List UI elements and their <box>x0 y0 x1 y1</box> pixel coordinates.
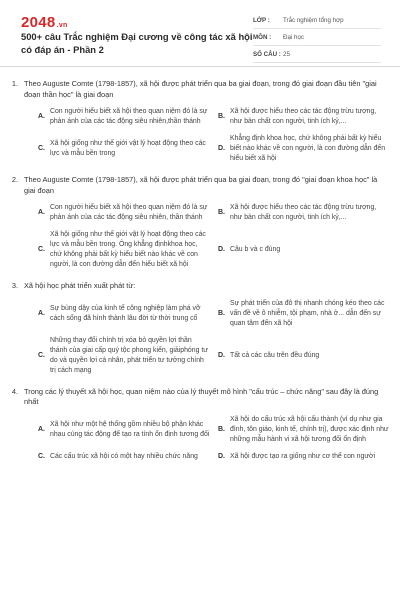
option-letter: A. <box>38 309 45 317</box>
logo-domain: .vn <box>56 22 68 29</box>
question-item <box>0 175 400 270</box>
question-item <box>0 79 400 164</box>
meta-class-value: Trắc nghiệm tổng hợp <box>283 16 344 24</box>
meta-count-label: SỐ CÂU : <box>253 50 281 58</box>
answer-option[interactable] <box>38 299 212 329</box>
meta-subject-label: MÔN : <box>253 33 272 41</box>
meta-row-count <box>253 46 381 63</box>
answer-option[interactable] <box>218 107 392 127</box>
answer-option[interactable] <box>38 134 212 164</box>
question-text: Trong các lý thuyết xã hội học, quan niệm nào của lý thuyết mô hình "cấu trúc – chức năng" sau đây là đúng nhất <box>24 386 379 406</box>
question-item <box>0 281 400 376</box>
option-letter: C. <box>38 145 45 152</box>
page-header <box>0 0 400 67</box>
answer-option[interactable] <box>218 299 392 329</box>
answer-option[interactable] <box>38 336 212 376</box>
option-text: Sự phát triển của đô thị nhanh chóng kéo theo các vấn đề về ô nhiễm, tội phạm, nhà ở... dẫn đến sự quan tâm đến xã hội <box>230 299 385 327</box>
answer-options <box>38 299 400 376</box>
document-title: 500+ câu Trắc nghiệm Đại cương về công tác xã hội có đáp án - Phần 2 <box>21 31 253 55</box>
question-list <box>0 79 400 473</box>
option-text: Những thay đổi chính trị xóa bỏ quyền lợi thần thánh của giai cấp quý tộc phong kiến, giảiphóng tư do và quyền lợi cá nhân, phát triển tư tưởng chính trị cách mạng <box>50 336 208 374</box>
option-letter: B. <box>218 309 225 317</box>
answer-option[interactable] <box>218 230 392 270</box>
option-letter: D. <box>218 246 225 253</box>
question-number: 1. <box>11 79 18 88</box>
option-text: Con người hiểu biết xã hội theo quan niệm đó là sự phản ánh của các tác động siêu nhiên, thần thánh <box>50 204 208 221</box>
option-letter: D. <box>218 452 225 460</box>
option-text: Xã hội như một hệ thống gồm nhiều bộ phận khác nhau cùng tác động để tạo ra tính ổn định tương đối <box>50 420 210 438</box>
answer-options <box>38 415 400 462</box>
document-meta <box>253 12 381 63</box>
answer-option[interactable] <box>38 203 212 223</box>
question-number: 2. <box>11 175 18 184</box>
question-number: 3. <box>11 281 18 290</box>
option-letter: B. <box>218 113 225 120</box>
option-letter: B. <box>218 209 225 216</box>
answer-option[interactable] <box>218 203 392 223</box>
question-text: Theo Auguste Comte (1798-1857), xã hội được phát triển qua ba giai đoạn, trong đó "giai đoạn khoa học" là giai đoạn <box>24 175 378 195</box>
meta-row-class <box>253 12 381 29</box>
site-logo[interactable] <box>21 14 68 31</box>
option-text: Sự bùng dậy của kinh tế công nghiệp làm phá vỡ cách sống đã hình thành lâu đời từ thời trung cổ <box>50 304 201 322</box>
option-text: Xã hội được hiểu theo các tác động trừu tượng, như bản chất con người, tinh ích kỷ,... <box>230 108 377 125</box>
answer-option[interactable] <box>218 452 392 462</box>
question-number: 4. <box>11 386 18 396</box>
option-text: Xã hội được tạo ra giống như cơ thể con người <box>230 452 375 460</box>
option-letter: D. <box>218 351 225 359</box>
option-letter: A. <box>38 209 45 216</box>
question-text: Xã hội học phát triển xuất phát từ: <box>24 281 136 290</box>
answer-options <box>38 203 400 270</box>
answer-option[interactable] <box>38 230 212 270</box>
option-text: Câu b và c đúng <box>230 246 281 253</box>
question-text: Theo Auguste Comte (1798-1857), xã hội được phát triển qua ba giai đoạn, trong đó giai đoạn đầu tiên "giai đoạn thần học" là giai đoạn <box>24 79 377 99</box>
answer-option[interactable] <box>218 134 392 164</box>
option-letter: A. <box>38 425 45 433</box>
meta-subject-value: Đại học <box>283 33 304 41</box>
answer-option[interactable] <box>38 415 212 445</box>
option-text: Xã hội giống như thế giới vật lý hoạt động theo các lực và mẫu bền trong. Ông khẳng địnhkhoa học, chứ không phải bất kỳ hiểu biết nào khác về con người, là con đường dẫn đến hiểu biết xã hội <box>50 231 206 268</box>
meta-count-value: 25 <box>283 50 290 58</box>
option-letter: C. <box>38 452 45 460</box>
option-text: Con người hiểu biết xã hội theo quan niệm đó là sự phản ánh của các tác động siêu nhiên,thần thánh <box>50 108 208 125</box>
option-text: Xã hội do cấu trúc xã hội cấu thành (ví dụ như gia đình, tôn giáo, kinh tế, chính trị), được xác định như những mẫu hành vi xã hội tương đối ổn định <box>230 415 389 443</box>
option-text: Tất cả các câu trên đều đúng <box>230 351 320 359</box>
option-text: Khẳng định khoa học, chứ không phải bất kỳ hiểu biết nào khác về con người, là con đường dẫn đến hiểu biết xã hội <box>230 135 386 162</box>
option-letter: D. <box>218 145 225 152</box>
option-letter: C. <box>38 246 45 253</box>
answer-option[interactable] <box>218 336 392 376</box>
option-text: Xã hội giống như thế giới vật lý hoạt động theo các lực và mẫu bền trong <box>50 140 206 157</box>
answer-option[interactable] <box>38 107 212 127</box>
logo-text: 2048 <box>21 14 56 31</box>
option-letter: A. <box>38 113 45 120</box>
answer-options <box>38 107 400 164</box>
meta-class-label: LỚP : <box>253 16 270 24</box>
option-text: Các cấu trúc xã hội có một hay nhiều chức năng <box>50 452 198 460</box>
meta-row-subject <box>253 29 381 46</box>
answer-option[interactable] <box>38 452 212 462</box>
option-text: Xã hội được hiểu theo các tác động trừu tượng, như bản chất con người, tinh ích kỷ,... <box>230 204 377 221</box>
option-letter: B. <box>218 425 225 433</box>
answer-option[interactable] <box>218 415 392 445</box>
option-letter: C. <box>38 351 45 359</box>
question-item <box>0 387 400 462</box>
